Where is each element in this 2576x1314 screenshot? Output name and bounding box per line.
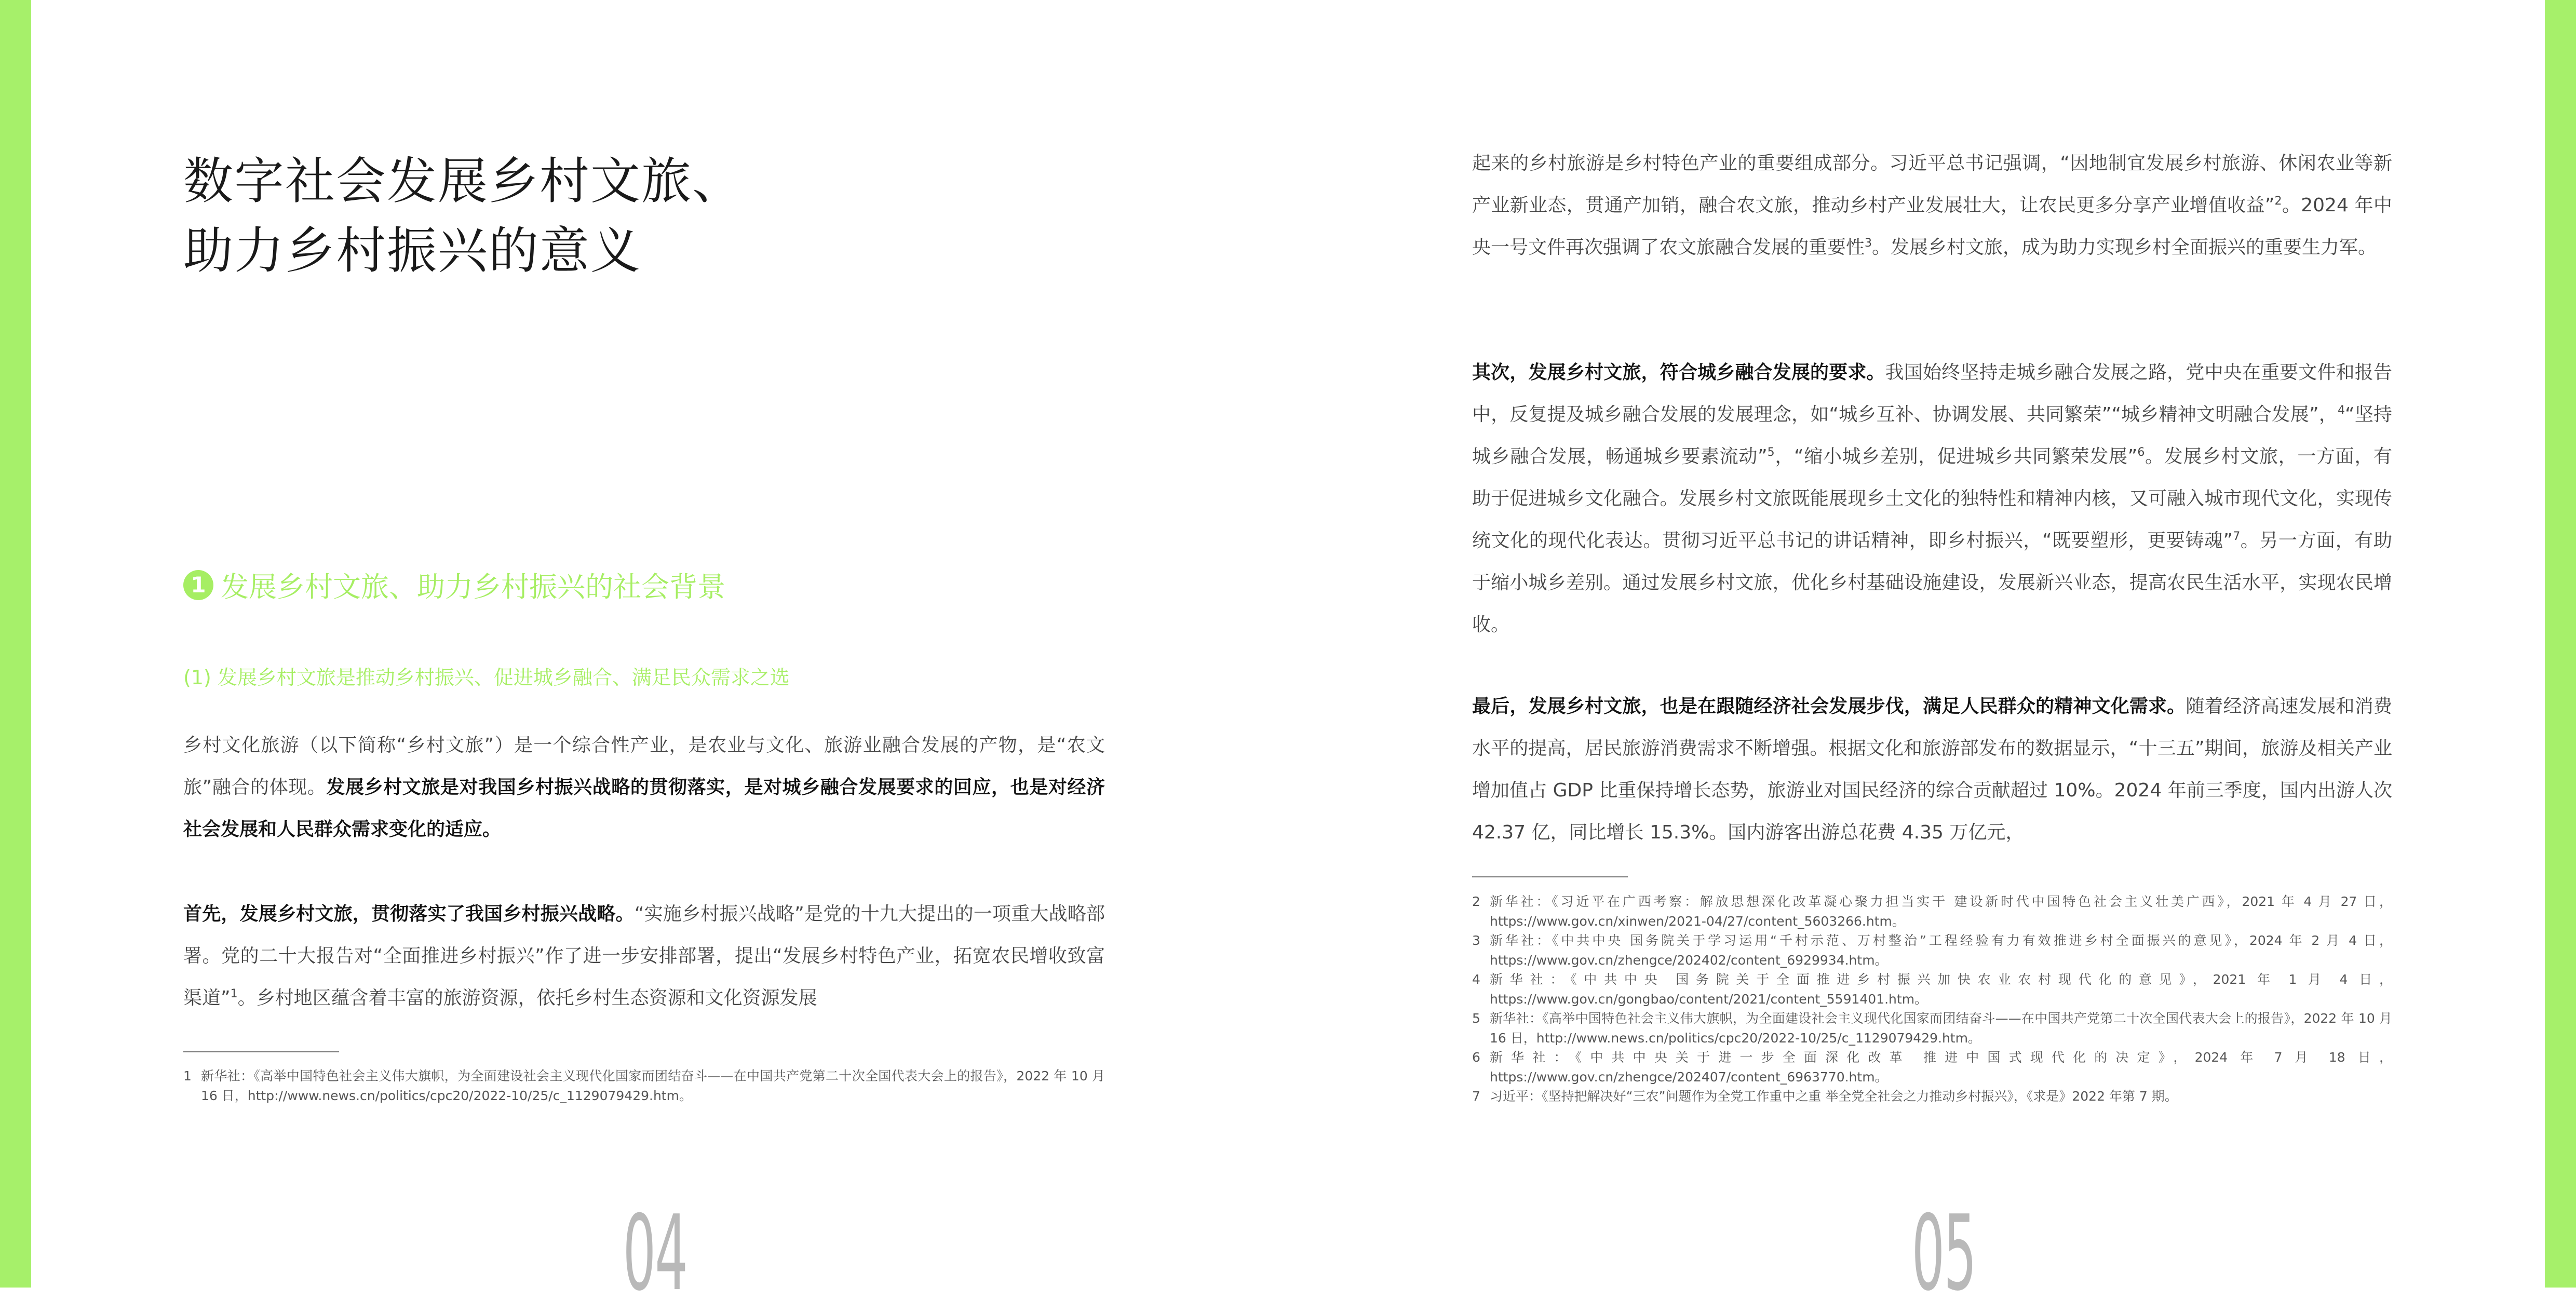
footnote-ref-6[interactable]: 6	[2137, 446, 2145, 459]
footnote-list-left	[183, 1066, 1105, 1105]
footnote-2: 2 新华社：《习近平在广西考察：解放思想深化改革凝心聚力担当实干 建设新时代中国特色社会主义壮美广西》，2021 年 4 月 27 日，https://www.gov.cn/xinwen/2021-04/27/content_5603266.htm。	[1472, 894, 2392, 929]
footnote-ref-5[interactable]: 5	[1767, 446, 1775, 459]
right-accent-bar	[2545, 0, 2576, 1288]
title-line-1: 数字社会发展乡村文旅、	[183, 152, 743, 210]
section-number-badge: 1	[183, 570, 213, 600]
footnote-4: 4 新华社：《中共中央 国务院关于全面推进乡村振兴加快农业农村现代化的意见》，2021 年 1 月 4 日，https://www.gov.cn/gongbao/content/2021/content_5591401.htm。	[1472, 972, 2392, 1007]
footnote-ref-1[interactable]: 1	[230, 987, 238, 1000]
second-point-paragraph: 其次，发展乡村文旅，符合城乡融合发展的要求。我国始终坚持走城乡融合发展之路，党中央在重要文件和报告中，反复提及城乡融合发展的发展理念，如“城乡互补、协调发展、共同繁荣”“城乡精神文明融合发展”，$^4$“坚持城乡融合发展，畅通城乡要素流动”$^5$，“缩小城乡差别，促进城乡共同繁荣发展”$^6$。发展乡村文旅，一方面，有助于促进城乡文化融合。发展乡村文旅既能展现乡土文化的独特性和精神内核，又可融入城市现代文化，实现传统文化的现代化表达。贯彻习近平总书记的讲话精神，即乡村振兴，“既要塑形，更要铸魂”$^7$。另一方面，有助于缩小城乡差别。通过发展乡村文旅，优化乡村基础设施建设，发展新兴业态，提高农民生活水平，实现农民增收。	[1472, 362, 2392, 635]
subsection-heading: (1) 发展乡村文旅是推动乡村振兴、促进城乡融合、满足民众需求之选	[183, 666, 790, 689]
footnote-7: 7 习近平：《坚持把解决好“三农”问题作为全党工作重中之重 举全党全社会之力推动乡村振兴》，《求是》2022 年第 7 期。	[1472, 1089, 2178, 1104]
footnote-1: 1 新华社：《高举中国特色社会主义伟大旗帜，为全面建设社会主义现代化国家而团结奋斗——在中国共产党第二十次全国代表大会上的报告》，2022 年 10 月 16 日，http://www.news.cn/politics/cpc20/2022-10/25/c_1129079429.htm。	[183, 1068, 1105, 1103]
footnote-5: 5 新华社：《高举中国特色社会主义伟大旗帜，为全面建设社会主义现代化国家而团结奋斗——在中国共产党第二十次全国代表大会上的报告》，2022 年 10 月 16 日，http://www.news.cn/politics/cpc20/2022-10/25/c_1129079429.htm。	[1472, 1011, 2392, 1046]
footnote-ref-3[interactable]: 3	[1865, 237, 1872, 250]
footnote-list-right	[1472, 892, 2392, 1106]
third-point-paragraph: 最后，发展乡村文旅，也是在跟随经济社会发展步伐，满足人民群众的精神文化需求。随着经济高速发展和消费水平的提高，居民旅游消费需求不断增强。根据文化和旅游部发布的数据显示，“十三五”期间，旅游及相关产业增加值占 GDP 比重保持增长态势，旅游业对国民经济的综合贡献超过 10%。2024 年前三季度，国内出游人次 42.37 亿，同比增长 15.3%。国内游客出游总花费 4.35 万亿元，	[1472, 696, 2392, 843]
footnote-divider	[1472, 876, 1628, 877]
footnote-ref-4[interactable]: 4	[2337, 404, 2345, 417]
footnote-divider	[183, 1051, 339, 1052]
right-page	[1472, 0, 2393, 1314]
page-title	[183, 146, 743, 286]
intro-paragraph: 乡村文化旅游（以下简称“乡村文旅”）是一个综合性产业，是农业与文化、旅游业融合发展的产物，是“农文旅”融合的体现。发展乡村文旅是对我国乡村振兴战略的贯彻落实，是对城乡融合发展要求的回应，也是对经济社会发展和人民群众需求变化的适应。	[183, 735, 1105, 840]
page-number-right: 05	[1911, 1193, 1976, 1314]
continuation-paragraph: 起来的乡村旅游是乡村特色产业的重要组成部分。习近平总书记强调，“因地制宜发展乡村旅游、休闲农业等新产业新业态，贯通产加销，融合农文旅，推动乡村产业发展壮大，让农民更多分享产业增值收益”$^2$。2024 年中央一号文件再次强调了农文旅融合发展的重要性$^3$。发展乡村文旅，成为助力实现乡村全面振兴的重要生力军。	[1472, 153, 2393, 258]
section-heading-text: 发展乡村文旅、助力乡村振兴的社会背景	[221, 571, 725, 603]
left-accent-bar	[0, 0, 31, 1288]
first-point-paragraph: 首先，发展乡村文旅，贯彻落实了我国乡村振兴战略。“实施乡村振兴战略”是党的十九大提出的一项重大战略部署。党的二十大报告对“全面推进乡村振兴”作了进一步安排部署，提出“发展乡村特色产业，拓宽农民增收致富渠道”$^1$。乡村地区蕴含着丰富的旅游资源，依托乡村生态资源和文化资源发展	[183, 903, 1105, 1009]
section-heading	[183, 565, 725, 605]
footnote-3: 3 新华社：《中共中央 国务院关于学习运用“千村示范、万村整治”工程经验有力有效推进乡村全面振兴的意见》，2024 年 2 月 4 日，https://www.gov.cn/zhengce/202402/content_6929934.htm。	[1472, 933, 2392, 968]
page-number-left: 04	[623, 1193, 687, 1314]
footnote-ref-7[interactable]: 7	[2233, 530, 2241, 543]
footnote-ref-2[interactable]: 2	[2274, 195, 2282, 208]
footnote-6: 6 新华社：《中共中央关于进一步全面深化改革 推进中国式现代化的决定》，2024 年 7 月 18 日，https://www.gov.cn/zhengce/202407/content_6963770.htm。	[1472, 1050, 2392, 1085]
title-line-2: 助力乡村振兴的意义	[183, 222, 641, 280]
left-page	[183, 0, 1105, 1314]
